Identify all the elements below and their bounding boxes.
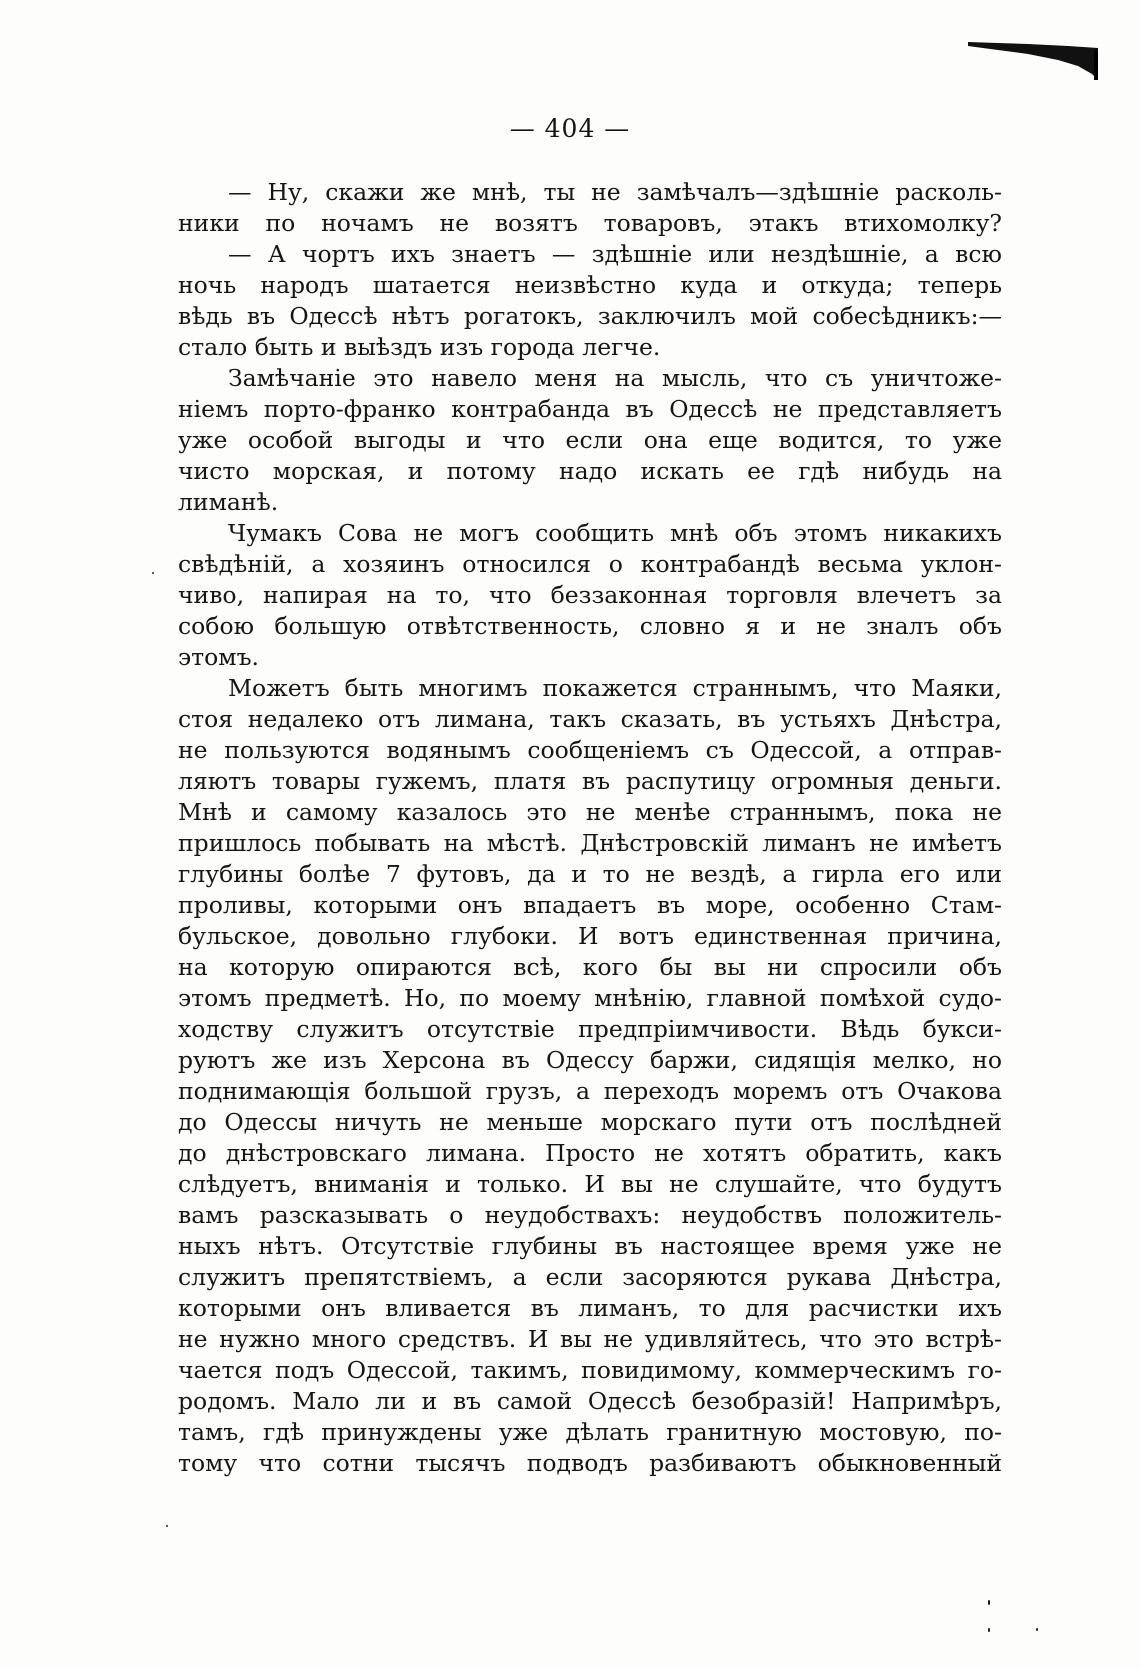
text-line: ныхъ нѣтъ. Отсутствіе глубины въ настоящее время уже не <box>178 1232 1002 1260</box>
scan-speck <box>988 1600 990 1605</box>
text-line: вамъ разсказывать о неудобствахъ: неудобствъ положитель- <box>178 1201 1002 1229</box>
text-line: чается подъ Одессой, такимъ, повидимому, коммерческимъ го- <box>178 1356 1002 1384</box>
text-line: стоя недалеко отъ лимана, такъ сказать, въ устьяхъ Днѣстра, <box>178 705 1002 733</box>
text-line: которыми онъ вливается въ лиманъ, то для расчистки ихъ <box>178 1294 1002 1322</box>
text-line: родомъ. Мало ли и въ самой Одессѣ безобразій! Напримѣръ, <box>178 1387 1002 1415</box>
page-number: — 404 — <box>509 114 631 143</box>
text-line: не нужно много средствъ. И вы не удивляйтесь, что это встрѣ- <box>178 1325 1002 1353</box>
text-line: Чумакъ Сова не могъ сообщить мнѣ объ этомъ никакихъ <box>228 519 1002 547</box>
text-line: — Ну, скажи же мнѣ, ты не замѣчалъ—здѣшніе расколь- <box>228 178 1002 206</box>
text-line: бульское, довольно глубоки. И вотъ единственная причина, <box>178 922 1002 950</box>
text-line: чисто морская, и потому надо искать ее гдѣ нибудь на <box>178 457 1002 485</box>
text-line: этомъ предметѣ. Но, по моему мнѣнію, главной помѣхой судо- <box>178 984 1002 1012</box>
text-line: не пользуются водянымъ сообщеніемъ съ Одессой, а отправ- <box>178 736 1002 764</box>
scan-speck <box>1036 1628 1038 1631</box>
text-line: ходству служитъ отсутствіе предпріимчивости. Вѣдь букси- <box>178 1015 1002 1043</box>
text-line: Мнѣ и самому казалось это не менѣе страннымъ, пока не <box>178 798 1002 826</box>
text-line: вѣдь въ Одессѣ нѣтъ рогатокъ, заключилъ мой собесѣдникъ:— <box>178 302 1002 330</box>
text-line: собою большую отвѣтственность, словно я и не зналъ объ <box>178 612 1002 640</box>
text-line: тому что сотни тысячъ подводъ разбиваютъ обыкновенный <box>178 1449 1002 1477</box>
text-line: стало быть и выѣздъ изъ города легче. <box>178 333 661 361</box>
text-line: лиманѣ. <box>178 488 279 516</box>
text-line: — А чортъ ихъ знаетъ — здѣшніе или нездѣшніе, а всю <box>228 240 1002 268</box>
text-line: пришлось побывать на мѣстѣ. Днѣстровскій лиманъ не имѣетъ <box>178 829 1002 857</box>
text-line: Можетъ быть многимъ покажется страннымъ, что Маяки, <box>228 674 1002 702</box>
scan-speck <box>166 1525 168 1527</box>
text-line: служитъ препятствіемъ, а если засоряются рукава Днѣстра, <box>178 1263 1002 1291</box>
text-line: тамъ, гдѣ принуждены уже дѣлать гранитную мостовую, по- <box>178 1418 1002 1446</box>
scan-speck <box>988 1628 990 1632</box>
text-line: ночь народъ шатается неизвѣстно куда и откуда; теперь <box>178 271 1002 299</box>
text-line: глубины болѣе 7 футовъ, да и то не вездѣ, а гирла его или <box>178 860 1002 888</box>
text-line: чиво, напирая на то, что беззаконная торговля влечетъ за <box>178 581 1002 609</box>
text-line: проливы, которыми онъ впадаетъ въ море, особенно Стам- <box>178 891 1002 919</box>
text-line: руютъ же изъ Херсона въ Одессу баржи, сидящія мелко, но <box>178 1046 1002 1074</box>
body-text <box>178 177 1002 1479</box>
text-line: уже особой выгоды и что если она еще водится, то уже <box>178 426 1002 454</box>
text-line: ники по ночамъ не возятъ товаровъ, этакъ втихомолку? <box>178 209 1002 237</box>
text-line: этомъ. <box>178 643 260 671</box>
text-line: до днѣстровскаго лимана. Просто не хотятъ обратить, какъ <box>178 1139 1002 1167</box>
text-line: слѣдуетъ, вниманія и только. И вы не слушайте, что будутъ <box>178 1170 1002 1198</box>
text-line: свѣдѣній, а хозяинъ относился о контрабандѣ весьма уклон- <box>178 550 1002 578</box>
text-line: ляютъ товары гужемъ, платя въ распутицу огромныя деньги. <box>178 767 1002 795</box>
text-line: до Одессы ничуть не меньше морскаго пути отъ послѣдней <box>178 1108 1002 1136</box>
text-line: на которую опираются всѣ, кого бы вы ни спросили объ <box>178 953 1002 981</box>
text-line: Замѣчаніе это навело меня на мысль, что съ уничтоже- <box>228 364 1002 392</box>
text-line: поднимающія большой грузъ, а переходъ моремъ отъ Очакова <box>178 1077 1002 1105</box>
scan-speck <box>152 572 154 574</box>
text-line: ніемъ порто-франко контрабанда въ Одессѣ не представляетъ <box>178 395 1002 423</box>
scan-edge-mark <box>968 38 1098 80</box>
